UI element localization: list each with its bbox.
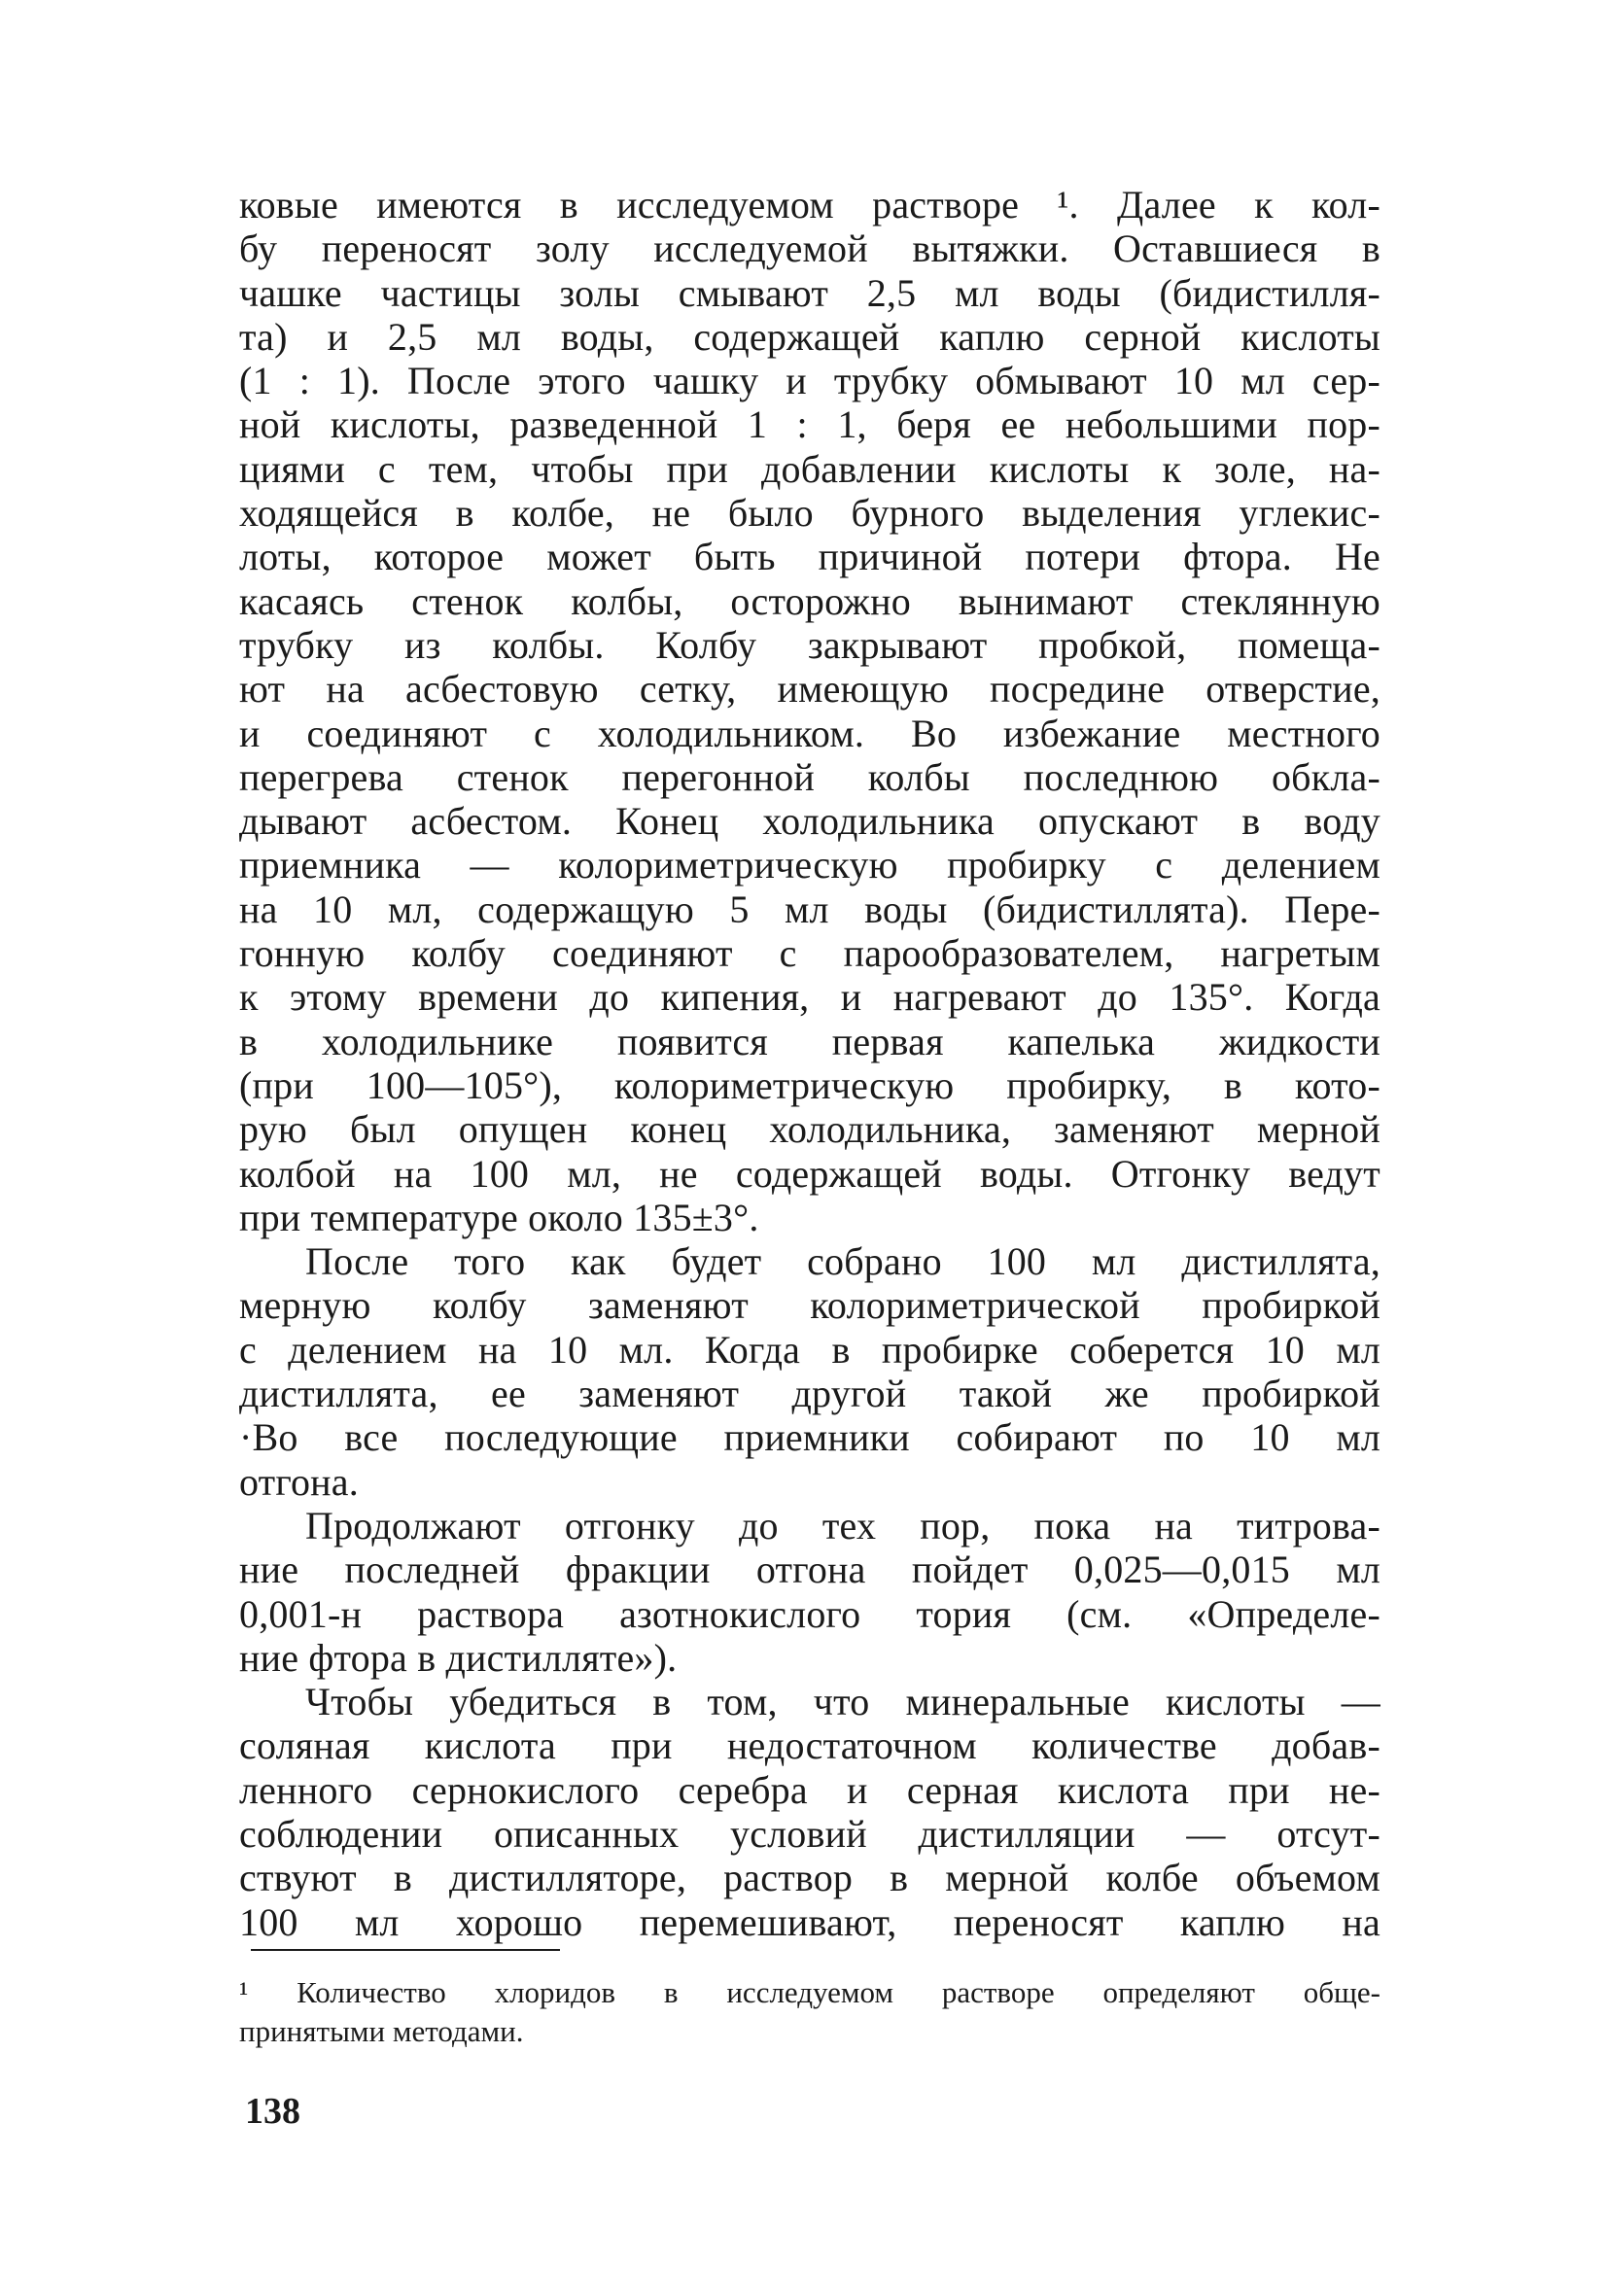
text-line: (при 100—105°), колориметрическую пробирку, в кото- (239, 1062, 1380, 1107)
text-line: (1 : 1). После этого чашку и трубку обмывают 10 мл сер- (239, 359, 1380, 403)
text-line: колбой на 100 мл, не содержащей воды. Отгонку ведут (239, 1151, 1380, 1196)
text-line: ной кислоты, разведенной 1 : 1, беря ее небольшими пор- (239, 402, 1380, 447)
text-line: ние фтора в дистилляте»). (239, 1635, 678, 1680)
text-line: Чтобы убедиться в том, что минеральные кислоты — (305, 1680, 1380, 1724)
text-line: касаясь стенок колбы, осторожно вынимают стеклянную (239, 578, 1380, 623)
text-line: соляная кислота при недостаточном количестве добав- (239, 1723, 1380, 1768)
text-line: ют на асбестовую сетку, имеющую посредине отверстие, (239, 667, 1380, 712)
text-line: циями с тем, чтобы при добавлении кислоты к золе, на- (239, 446, 1380, 491)
text-line: ствуют в дистилляторе, раствор в мерной колбе объемом (239, 1856, 1380, 1900)
text-line: при температуре около 135±3°. (239, 1195, 759, 1239)
text-line: ковые имеются в исследуемом растворе ¹. Далее к кол- (239, 183, 1380, 226)
text-line: и соединяют с холодильником. Во избежание местного (239, 711, 1380, 755)
text-line: лоты, которое может быть причиной потери фтора. Не (239, 535, 1380, 579)
text-line: рую был опущен конец холодильника, заменяют мерной (239, 1107, 1380, 1152)
text-line: с делением на 10 мл. Когда в пробирке соберется 10 мл (239, 1327, 1380, 1372)
text-line: трубку из колбы. Колбу закрывают пробкой, помеща- (239, 622, 1380, 667)
text-line: ходящейся в колбе, не было бурного выделения углекис- (239, 491, 1380, 536)
text-line: та) и 2,5 мл воды, содержащей каплю серной кислоты (239, 314, 1380, 359)
text-line: дистиллята, ее заменяют другой такой же пробиркой (239, 1372, 1380, 1416)
text-line: 0,001-н раствора азотнокислого тория (см. «Определе- (239, 1591, 1380, 1636)
text-line: в холодильнике появится первая капелька жидкости (239, 1019, 1380, 1063)
text-line: мерную колбу заменяют колориметрической пробиркой (239, 1283, 1380, 1328)
body-text (239, 183, 1380, 1944)
footnote-line: ¹ Количество хлоридов в исследуемом растворе определяют обще- (239, 1975, 1380, 2009)
text-line: Продолжают отгонку до тех пор, пока на титрова- (305, 1503, 1380, 1548)
text-line: на 10 мл, содержащую 5 мл воды (бидистиллята). Пере- (239, 887, 1380, 931)
text-line: 100 мл хорошо перемешивают, переносят каплю на (239, 1899, 1380, 1944)
footnote-line: принятыми методами. (239, 2014, 524, 2048)
text-line: приемника — колориметрическую пробирку с делением (239, 843, 1380, 887)
text-line: ленного сернокислого серебра и серная кислота при не- (239, 1767, 1380, 1812)
text-line: отгона. (239, 1459, 359, 1504)
footnote-divider (251, 1949, 560, 1951)
text-line: перегрева стенок перегонной колбы последнюю обкла- (239, 754, 1380, 799)
text-line: дывают асбестом. Конец холодильника опускают в воду (239, 799, 1380, 844)
page-number: 138 (245, 2091, 300, 2132)
text-line: к этому времени до кипения, и нагревают до 135°. Когда (239, 975, 1380, 1020)
text-line: После того как будет собрано 100 мл дистиллята, (305, 1239, 1380, 1284)
text-line: бу переносят золу исследуемой вытяжки. Оставшиеся в (239, 226, 1380, 271)
text-line: ние последней фракции отгона пойдет 0,025—0,015 мл (239, 1548, 1380, 1592)
footnote (239, 1973, 1380, 2051)
text-line: чашке частицы золы смывают 2,5 мл воды (бидистилля- (239, 270, 1380, 315)
text-line: ·Во все последующие приемники собирают по 10 мл (239, 1415, 1380, 1460)
text-line: соблюдении описанных условий дистилляции — отсут- (239, 1811, 1380, 1856)
text-line: гонную колбу соединяют с парообразователем, нагретым (239, 931, 1380, 976)
